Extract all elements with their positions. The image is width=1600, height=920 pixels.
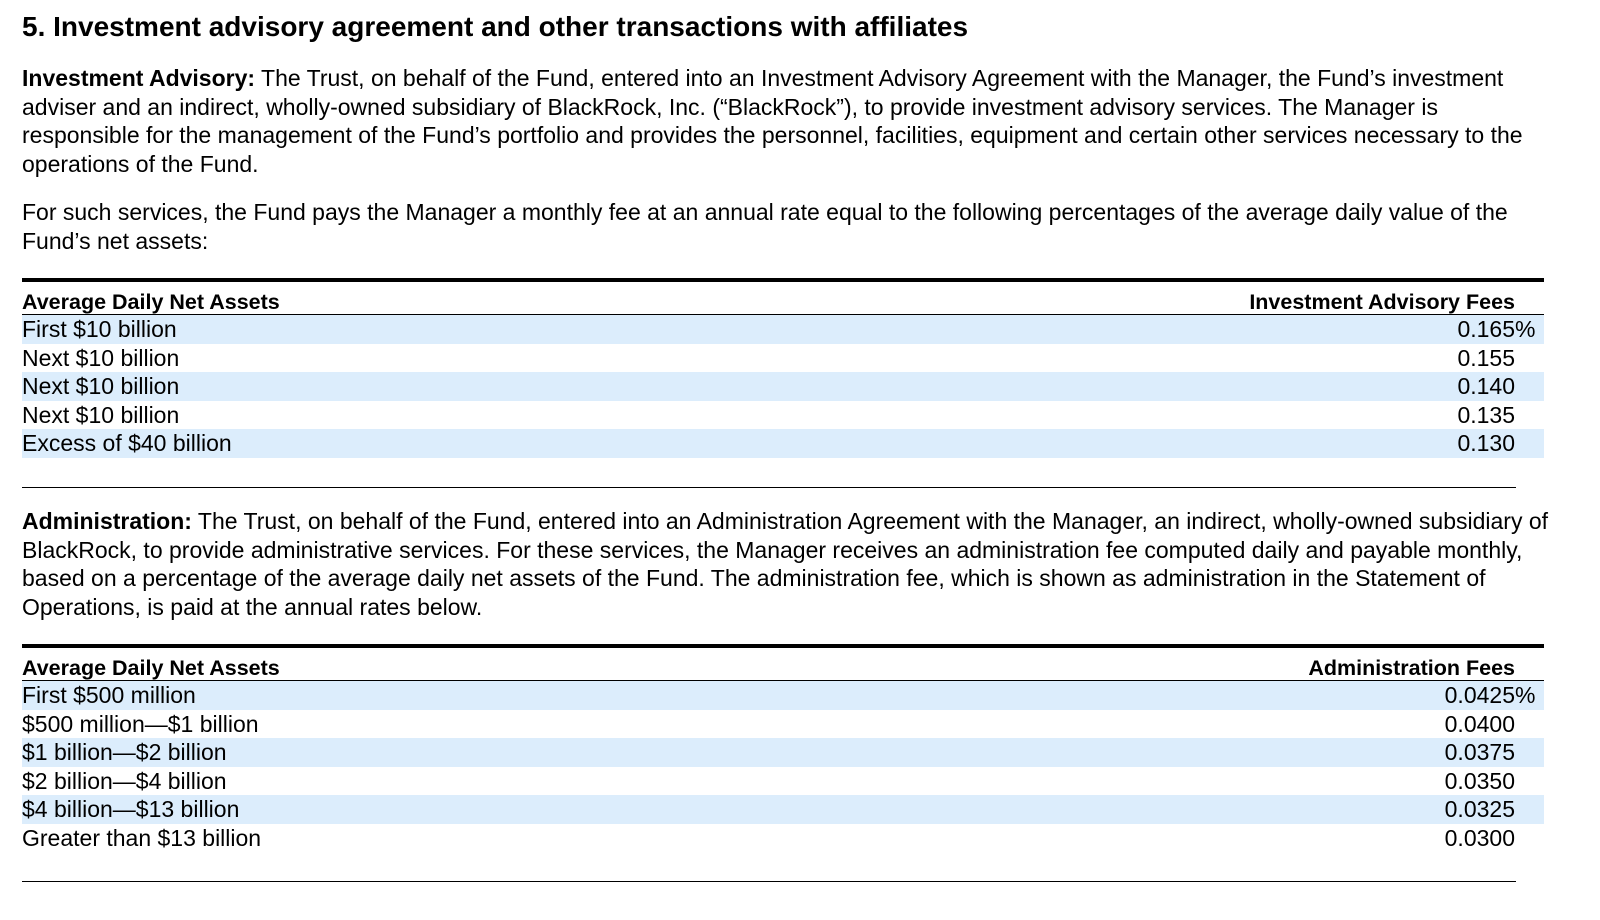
table-row <box>22 824 1544 853</box>
administration-paragraph <box>22 507 1552 621</box>
table-header <box>22 648 1544 681</box>
table-header <box>22 282 1544 315</box>
row-fee-value: 0.140 <box>1457 373 1515 400</box>
table-row <box>22 372 1544 401</box>
row-label: $4 billion—$13 billion <box>22 796 240 823</box>
row-fee-value: 0.0400 <box>1444 710 1515 737</box>
row-fee-value: 0.0300 <box>1444 824 1515 851</box>
row-label: First $500 million <box>22 682 196 708</box>
investment-advisory-heading: Investment Advisory: <box>22 65 256 91</box>
row-fee-value: 0.165 <box>1457 316 1515 342</box>
row-fee <box>1445 824 1515 853</box>
table-row <box>22 767 1544 796</box>
row-label: Excess of $40 billion <box>22 430 232 457</box>
table-row <box>22 681 1544 710</box>
row-fee <box>1444 681 1536 710</box>
row-fee-value: 0.135 <box>1457 401 1515 428</box>
row-label: Next $10 billion <box>22 373 180 400</box>
row-fee <box>1445 710 1515 739</box>
table-row <box>22 795 1544 824</box>
row-label: $1 billion—$2 billion <box>22 739 227 766</box>
table-row <box>22 344 1544 373</box>
investment-advisory-paragraph <box>22 64 1552 178</box>
administration-heading: Administration: <box>22 508 192 534</box>
row-fee-value: 0.155 <box>1457 344 1515 371</box>
row-fee-value: 0.0325 <box>1444 796 1515 823</box>
administration-fee-table <box>22 644 1544 853</box>
row-label: Next $10 billion <box>22 344 180 371</box>
row-fee <box>1457 429 1515 458</box>
table-row <box>22 710 1544 739</box>
row-fee-value: 0.0375 <box>1444 739 1515 766</box>
investment-advisory-text: The Trust, on behalf of the Fund, entered into an Investment Advisory Agreement with the Manager, the Fund’s investment adviser and an indirect, wholly-owned subsidiary of BlackRock, Inc. (“BlackRock”), to provide investment advisory services. The Manager is responsible for the management of the Fund’s portfolio and provides the personnel, facilities, equipment and certain other services necessary to the operations of the Fund. <box>22 65 1523 177</box>
section-title: 5. Investment advisory agreement and other transactions with affiliates <box>22 11 969 42</box>
row-fee <box>1445 767 1515 796</box>
row-fee <box>1445 738 1515 767</box>
row-fee <box>1457 372 1515 401</box>
row-fee <box>1457 315 1536 344</box>
fee-intro-paragraph: For such services, the Fund pays the Manager a monthly fee at an annual rate equal to the following percentages of the average daily value of the Fund’s net assets: <box>22 199 1508 254</box>
row-label: Greater than $13 billion <box>22 824 262 851</box>
header-administration-fees: Administration Fees <box>1308 656 1515 680</box>
row-fee <box>1457 401 1515 430</box>
row-label: Next $10 billion <box>22 401 180 428</box>
row-fee-value: 0.0350 <box>1444 767 1515 794</box>
table-row <box>22 738 1544 767</box>
header-average-daily-net-assets: Average Daily Net Assets <box>22 290 280 314</box>
row-fee-value: 0.130 <box>1457 430 1515 457</box>
row-label: $2 billion—$4 billion <box>22 767 227 794</box>
bottom-divider <box>22 881 1516 882</box>
row-fee <box>1457 344 1515 373</box>
section-divider <box>22 487 1516 488</box>
header-average-daily-net-assets: Average Daily Net Assets <box>22 656 280 680</box>
row-label: First $10 billion <box>22 316 177 342</box>
investment-advisory-fee-table <box>22 278 1544 458</box>
row-label: $500 million—$1 billion <box>22 710 259 737</box>
administration-text: The Trust, on behalf of the Fund, entered into an Administration Agreement with the Manager, an indirect, wholly-owned subsidiary of BlackRock, to provide administrative services. For these services, the Manager receives an administration fee computed daily and payable monthly, based on a percentage of the average daily net assets of the Fund. The administration fee, which is shown as administration in the Statement of Operations, is paid at the annual rates below. <box>22 508 1549 620</box>
percent-sign: % <box>1515 316 1536 342</box>
header-investment-advisory-fees: Investment Advisory Fees <box>1249 290 1515 314</box>
row-fee-value: 0.0425 <box>1444 682 1515 708</box>
table-row <box>22 315 1544 344</box>
table-row <box>22 401 1544 430</box>
table-row <box>22 429 1544 458</box>
percent-sign: % <box>1515 682 1536 708</box>
row-fee <box>1445 795 1515 824</box>
